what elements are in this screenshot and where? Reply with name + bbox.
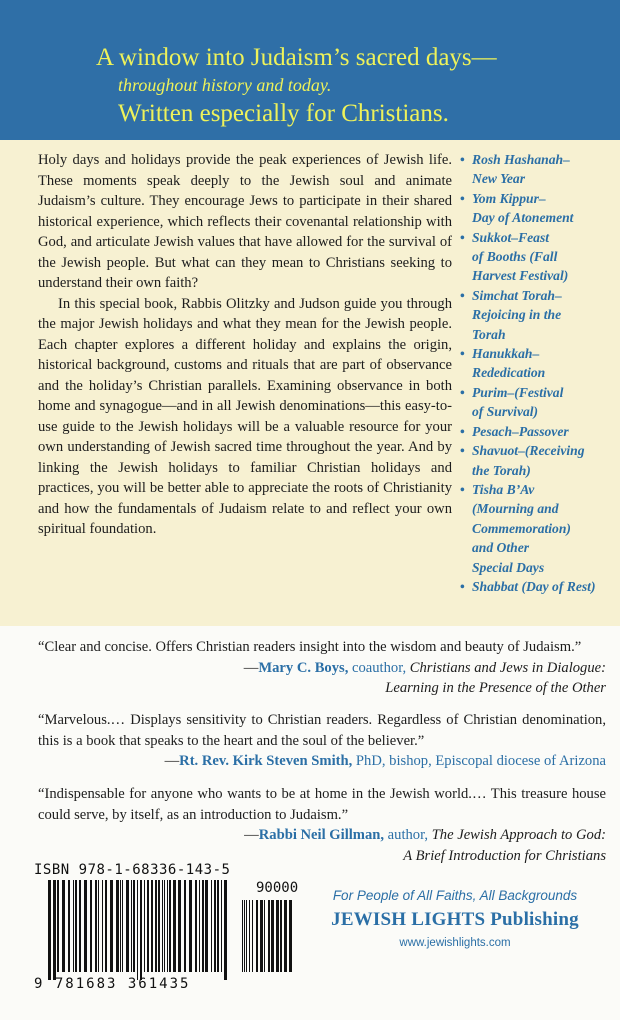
barcode-bar bbox=[260, 900, 263, 972]
ean-digits: 9 781683 361435 bbox=[34, 976, 191, 992]
barcode-bar bbox=[133, 880, 135, 972]
barcode-bar bbox=[155, 880, 157, 972]
price-code: 90000 bbox=[256, 880, 299, 896]
barcode-bar bbox=[271, 900, 274, 972]
endorsement-attribution bbox=[38, 751, 606, 772]
barcode-bar bbox=[184, 880, 186, 972]
endorsement-text: “Marvelous.… Displays sensitivity to Christian readers. Regardless of Christian denomination, this is a book that speaks to the heart and the soul of the believer.” bbox=[38, 712, 606, 749]
barcode-bar bbox=[167, 880, 168, 972]
barcode-bar bbox=[137, 880, 138, 980]
barcode-addon-bars bbox=[242, 900, 292, 972]
holiday-item: • Shavuot–(Receiving the Torah) bbox=[460, 441, 620, 480]
barcode-bar bbox=[280, 900, 282, 972]
barcode-bar bbox=[110, 880, 113, 972]
endorser-name: Rabbi Neil Gillman, bbox=[258, 827, 385, 843]
endorsement-text: “Indispensable for anyone who wants to be at home in the Jewish world.… This treasure house could serve, by itself, as an introduction to Judaism.” bbox=[38, 786, 606, 823]
barcode-bar bbox=[73, 880, 74, 972]
barcode-bar bbox=[178, 880, 181, 972]
barcode-bar bbox=[162, 880, 163, 972]
holiday-item: • Yom Kippur– Day of Atonement bbox=[460, 189, 620, 228]
holiday-item: • Purim–(Festival of Survival) bbox=[460, 383, 620, 422]
barcode-bar bbox=[205, 880, 208, 972]
headline-line-3: Written especially for Christians. bbox=[118, 100, 449, 127]
endorser-book-subtitle: A Brief Introduction for Christians bbox=[403, 847, 606, 864]
barcode-bar bbox=[102, 880, 103, 972]
endorser-book-title: Christians and Jews in Dialogue: bbox=[409, 659, 606, 676]
barcode-bar bbox=[48, 880, 51, 980]
attribution-dash: — bbox=[243, 659, 259, 676]
holiday-item: • Shabbat (Day of Rest) bbox=[460, 577, 620, 596]
description-text bbox=[38, 150, 452, 540]
isbn-barcode bbox=[34, 862, 299, 996]
barcode-bar bbox=[57, 880, 59, 972]
barcode-bars bbox=[48, 880, 227, 980]
barcode-bar bbox=[62, 880, 65, 972]
isbn-label: ISBN 978-1-68336-143-5 bbox=[34, 862, 231, 878]
endorsement-attribution-cont bbox=[38, 678, 606, 699]
description-paragraph-2: In this special book, Rabbis Olitzky and Judson guide you through the major Jewish holidays and what they mean for the Jewish people. Each chapter explores a different holiday and explains the origin, historical background, customs and rituals that are part of observance and the holiday’s Christian parallels. Examining observance in both home and synagogue—and in all Jewish denominations—this easy-to-use guide to the Jewish holidays will be a valuable resource for your own understanding of Jewish sacred time throughout the year. And by linking the Jewish holidays to familiar Christian holidays and practices, you will be better able to appreciate the roots of Christianity and how the fundamentals of Judaism relate to and reflect your own spiritual foundation. bbox=[38, 295, 452, 537]
barcode-bar bbox=[68, 880, 70, 972]
barcode-bar bbox=[90, 880, 92, 972]
endorser-book-subtitle: Learning in the Presence of the Other bbox=[385, 680, 606, 696]
endorser-role: author, bbox=[384, 827, 432, 843]
holiday-item: • Hanukkah– Rededication bbox=[460, 344, 620, 383]
barcode-bar bbox=[173, 880, 176, 972]
barcode-bar bbox=[242, 900, 243, 972]
barcode-bar bbox=[140, 880, 142, 980]
barcode-bar bbox=[249, 900, 250, 972]
barcode-bar bbox=[122, 880, 123, 972]
endorsement-3 bbox=[38, 784, 606, 866]
holiday-item: • Pesach–Passover bbox=[460, 422, 620, 441]
barcode-bar bbox=[284, 900, 287, 972]
barcode-bar bbox=[84, 880, 87, 972]
barcode-bar bbox=[79, 880, 81, 972]
publisher-tagline: For People of All Faiths, All Backgrounds bbox=[332, 888, 578, 903]
barcode-bar bbox=[217, 880, 219, 972]
publisher-block bbox=[320, 888, 590, 949]
holiday-item: • Simchat Torah– Rejoicing in the Torah bbox=[460, 286, 620, 344]
barcode-bar bbox=[116, 880, 119, 972]
barcode-bar bbox=[75, 880, 77, 972]
barcode-bar bbox=[98, 880, 99, 972]
endorsement-attribution bbox=[38, 658, 606, 679]
barcode-bar bbox=[195, 880, 197, 972]
barcode-bar bbox=[256, 900, 258, 972]
holiday-item: • Sukkot–Feast of Booths (Fall Harvest Festival) bbox=[460, 228, 620, 286]
barcode-bar bbox=[224, 880, 227, 980]
endorser-name: Mary C. Boys, bbox=[258, 659, 349, 676]
endorser-name: Rt. Rev. Kirk Steven Smith, bbox=[179, 753, 353, 769]
endorsement-1 bbox=[38, 637, 606, 699]
barcode-bar bbox=[276, 900, 279, 972]
barcode-bar bbox=[158, 880, 160, 972]
headline-line-2: throughout history and today. bbox=[118, 75, 332, 95]
barcode-bar bbox=[202, 880, 204, 972]
endorser-role: coauthor, bbox=[348, 659, 410, 676]
barcode-bar bbox=[264, 900, 265, 972]
barcode-bar bbox=[147, 880, 149, 972]
header-banner bbox=[0, 0, 620, 140]
barcode-bar bbox=[246, 900, 247, 972]
barcode-bar bbox=[53, 880, 56, 980]
endorsement-2 bbox=[38, 710, 606, 772]
barcode-bar bbox=[144, 880, 145, 972]
barcode-bar bbox=[211, 880, 212, 972]
publisher-name: JEWISH LIGHTS Publishing bbox=[331, 909, 579, 930]
holiday-item: • Rosh Hashanah– New Year bbox=[460, 150, 620, 189]
barcode-bar bbox=[164, 880, 165, 972]
publisher-url: www.jewishlights.com bbox=[399, 937, 511, 949]
headline-line-1: A window into Judaism’s sacred days— bbox=[96, 44, 497, 71]
endorser-role: PhD, bishop, Episcopal diocese of Arizona bbox=[352, 753, 606, 769]
attribution-dash: — bbox=[164, 753, 180, 769]
barcode-bar bbox=[169, 880, 171, 972]
barcode-bar bbox=[268, 900, 270, 972]
barcode-bar bbox=[199, 880, 200, 972]
barcode-bar bbox=[126, 880, 129, 972]
barcode-bar bbox=[289, 900, 292, 972]
endorsement-attribution bbox=[38, 825, 606, 846]
barcode-bar bbox=[120, 880, 121, 972]
description-paragraph-1: Holy days and holidays provide the peak experiences of Jewish life. These moments speak deeply to the Jewish soul and animate Judaism’s culture. They encourage Jews to participate in their shared historical experience, which reflects their covenantal relationship with God, and articulate Jewish values that have allowed for the survival of the Jewish people. But what can they mean to Christians seeking to understand their own faith? bbox=[38, 152, 452, 291]
barcode-bar bbox=[221, 880, 222, 972]
barcode-bar bbox=[252, 900, 253, 972]
barcode-bar bbox=[151, 880, 153, 972]
barcode-bar bbox=[131, 880, 132, 972]
endorsement-text: “Clear and concise. Offers Christian readers insight into the wisdom and beauty of Judaism.” bbox=[38, 639, 582, 655]
barcode-bar bbox=[214, 880, 216, 972]
barcode-bar bbox=[189, 880, 192, 972]
barcode-bar bbox=[95, 880, 97, 972]
holiday-list bbox=[460, 150, 620, 596]
endorser-book-title: The Jewish Approach to God: bbox=[431, 827, 606, 843]
barcode-bar bbox=[105, 880, 107, 972]
barcode-bar bbox=[244, 900, 245, 972]
holiday-item: • Tisha B’Av (Mourning and Commemoration) and Other Special Days bbox=[460, 480, 620, 577]
attribution-dash: — bbox=[244, 827, 259, 843]
